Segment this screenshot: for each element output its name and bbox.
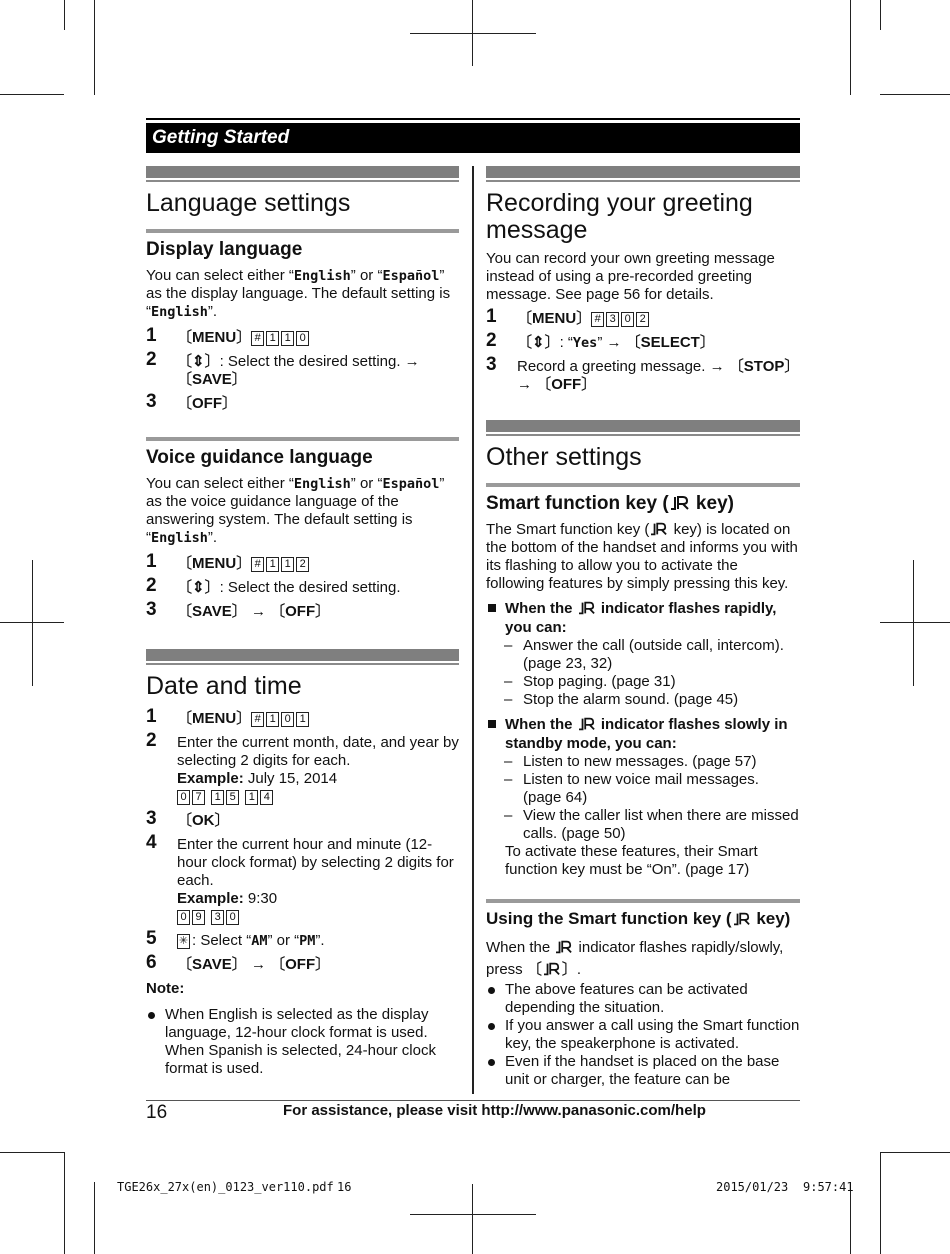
- left-column: [146, 166, 459, 1078]
- assistance-link[interactable]: For assistance, please visit http://www.panasonic.com/help: [283, 1102, 706, 1119]
- list-item: – Stop paging. (page 31): [504, 673, 676, 690]
- right-column: [486, 166, 800, 1089]
- crop-mark: [0, 1152, 64, 1153]
- note-item: When English is selected as the display language, 12-hour clock format is used. When Spanish is selected, 24-hour clock format is used.: [146, 1006, 459, 1078]
- subsection-bar: [146, 229, 459, 233]
- step: 5 ✳ : Select “AM” or “PM”.: [146, 928, 325, 949]
- step: 3 〔OFF〕: [146, 391, 238, 412]
- section-bar: [146, 649, 459, 661]
- step: 2 〔⇕〕: Select the desired setting.: [146, 575, 401, 596]
- voice-guidance-title: Voice guidance language: [146, 447, 373, 468]
- subsection-bar: [486, 483, 800, 487]
- smart-key-icon: [577, 600, 597, 616]
- list-item: – View the caller list when there are missed calls. (page 50): [504, 807, 799, 842]
- section-rule: [486, 434, 800, 436]
- print-page: 16: [337, 1180, 352, 1194]
- smart-key-icon: [577, 716, 597, 732]
- step: 1 〔MENU〕 # 3 0 2: [486, 310, 800, 328]
- slow-flash-heading: When the indicator flashes slowly in standby mode, you can:: [486, 715, 800, 753]
- using-smart-key-text: When the indicator flashes rapidly/slowly, press 〔 〕.: [486, 939, 784, 978]
- crop-mark: [94, 0, 95, 95]
- print-time: 9:57:41: [803, 1180, 854, 1194]
- crop-mark: [472, 1184, 473, 1254]
- section-rule: [486, 180, 800, 182]
- list-item: – Stop the alarm sound. (page 45): [504, 691, 739, 708]
- display-language-title: Display language: [146, 239, 303, 260]
- crop-mark: [0, 94, 64, 95]
- section-rule: [146, 180, 459, 182]
- step: 3 〔SAVE〕 → 〔OFF〕: [146, 599, 331, 620]
- crop-mark: [880, 0, 881, 30]
- language-settings-title: Language settings: [146, 189, 351, 217]
- print-date: 2015/01/23: [716, 1180, 789, 1194]
- crop-mark: [913, 560, 914, 686]
- crop-mark: [64, 1152, 65, 1254]
- crop-mark: [850, 0, 851, 95]
- crop-mark: [880, 1152, 950, 1153]
- step: 3 〔OK〕: [146, 808, 230, 829]
- crop-mark: [410, 33, 536, 34]
- crop-mark: [880, 622, 950, 623]
- smart-key-icon: [669, 494, 691, 512]
- section-bar: [146, 166, 459, 178]
- section-bar: [486, 420, 800, 432]
- step: 2 〔⇕〕: “Yes” → 〔SELECT〕: [486, 330, 715, 351]
- step: 2 Enter the current month, date, and year by selecting 2 digits for each. Example: July 15, 2014 0 7 1 5 1 4: [146, 730, 459, 803]
- recording-greeting-text: You can record your own greeting message instead of using a pre-recorded greeting message. See page 56 for details.: [486, 250, 775, 303]
- list-item: Even if the handset is placed on the base unit or charger, the feature can be: [486, 1053, 800, 1089]
- step: 6 〔SAVE〕 → 〔OFF〕: [146, 952, 331, 973]
- list-item: – Listen to new voice mail messages. (page 64): [504, 771, 759, 806]
- list-item: – Answer the call (outside call, intercom). (page 23, 32): [504, 637, 784, 672]
- display-language-text: You can select either “English” or “Español” as the display language. The default setting is “English”.: [146, 267, 451, 320]
- section-rule: [146, 663, 459, 665]
- list-item: If you answer a call using the Smart function key, the speakerphone is activated.: [486, 1017, 800, 1053]
- smart-function-key-text: The Smart function key ( key) is located on the bottom of the handset and informs you with its flashing to allow you to activate the following features by simply pressing this key.: [486, 521, 798, 592]
- crop-mark: [880, 1152, 881, 1254]
- crop-mark: [880, 94, 950, 95]
- list-item: The above features can be activated depending the situation.: [486, 981, 800, 1017]
- voice-guidance-text: You can select either “English” or “Español” as the voice guidance language of the answering system. The default setting is “English”.: [146, 475, 445, 546]
- subsection-bar: [146, 437, 459, 441]
- section-header: [146, 123, 800, 153]
- recording-greeting-title: Recording your greeting message: [486, 189, 753, 244]
- print-file-name: TGE26x_27x(en)_0123_ver110.pdf: [117, 1180, 334, 1194]
- subsection-bar: [486, 899, 800, 903]
- using-smart-key-title: Using the Smart function key ( key): [486, 909, 791, 928]
- step: 1 〔MENU〕 # 1 1 0: [146, 329, 459, 347]
- header-rule: [146, 118, 800, 120]
- crop-mark: [32, 560, 33, 686]
- other-settings-title: Other settings: [486, 443, 642, 471]
- smart-key-icon: [732, 911, 752, 927]
- crop-mark: [64, 0, 65, 30]
- crop-mark: [0, 622, 64, 623]
- page-footer: [146, 1100, 800, 1101]
- step: 4 Enter the current hour and minute (12-hour clock format) by selecting 2 digits for each. Example: 9:30 0 9 3 0: [146, 832, 454, 923]
- note-label: Note:: [146, 980, 185, 997]
- section-title: Getting Started: [152, 127, 290, 148]
- smart-function-key-title: Smart function key ( key): [486, 493, 734, 514]
- list-item: – Listen to new messages. (page 57): [504, 753, 757, 770]
- date-time-title: Date and time: [146, 672, 302, 700]
- step: 1 〔MENU〕 # 1 1 2: [146, 555, 459, 573]
- page-number: 16: [146, 1102, 168, 1123]
- rapid-flash-heading: When the indicator flashes rapidly, you can:: [486, 599, 800, 637]
- slow-flash-note: To activate these features, their Smart function key must be “On”. (page 17): [505, 843, 758, 878]
- step: 2 〔⇕〕: Select the desired setting. → 〔SAVE〕: [146, 349, 420, 388]
- crop-mark: [94, 1182, 95, 1254]
- crop-mark: [410, 1214, 536, 1215]
- column-divider: [472, 166, 474, 1094]
- section-bar: [486, 166, 800, 178]
- step: 3 Record a greeting message. → 〔STOP〕 → 〔OFF〕: [486, 354, 800, 393]
- step: 1 〔MENU〕 # 1 0 1: [146, 710, 459, 728]
